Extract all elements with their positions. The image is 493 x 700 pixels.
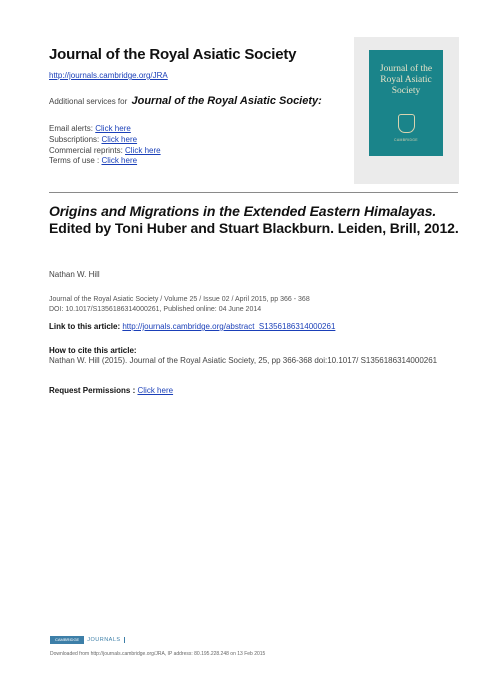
terms-of-use-link[interactable]: Click here [101,156,138,165]
service-label: Subscriptions: [49,135,100,144]
article-url-link[interactable]: http://journals.cambridge.org/abstract_S1356186314000261 [122,322,336,331]
service-label: Terms of use : [49,156,100,165]
service-subscriptions [49,135,137,144]
cover-title-line: Society [391,86,421,96]
article-author: Nathan W. Hill [49,270,100,279]
request-permissions-label: Request Permissions : [49,386,136,395]
how-to-cite-label: How to cite this article: [49,346,137,355]
link-to-article [49,322,335,331]
logo-journals: JOURNALS [87,637,124,643]
seal-icon [398,114,415,133]
article-title-book: Origins and Migrations in the Extended Eastern Himalayas. [49,203,437,219]
journal-url-link[interactable]: http://journals.cambridge.org/JRA [49,71,168,80]
additional-services [49,95,322,107]
journal-cover-image [369,50,443,156]
article-title [49,203,461,237]
cover-title-line: Royal Asiatic [380,75,432,85]
service-label: Email alerts: [49,124,94,133]
service-email-alerts [49,124,131,133]
request-permissions [49,386,173,395]
article-title-editors: Edited by Toni Huber and Stuart Blackburn. Leiden, Brill, 2012. [49,220,459,236]
cover-title [369,64,443,97]
cambridge-journals-logo [50,636,125,644]
logo-cambridge: CAMBRIDGE [50,636,84,644]
additional-services-journal: Journal of the Royal Asiatic Society: [131,95,322,107]
additional-services-label: Additional services for [49,97,128,106]
citation-info [49,295,310,315]
download-notice: Downloaded from http://journals.cambridge.org/JRA, IP address: 80.195.228.248 on 13 Feb 2015 [50,651,266,657]
how-to-cite-text: Nathan W. Hill (2015). Journal of the Royal Asiatic Society, 25, pp 366-368 doi:10.1017/ S1356186314000261 [49,356,438,365]
link-to-article-label: Link to this article: [49,322,121,331]
citation-line: Journal of the Royal Asiatic Society / Volume 25 / Issue 02 / April 2015, pp 366 - 368 [49,296,310,303]
divider [49,192,458,193]
service-terms-of-use [49,156,137,165]
cover-publisher: CAMBRIDGE [394,138,418,142]
commercial-reprints-link[interactable]: Click here [125,146,161,155]
request-permissions-link[interactable]: Click here [137,386,174,395]
service-commercial-reprints [49,146,161,155]
email-alerts-link[interactable]: Click here [95,124,131,133]
journal-title: Journal of the Royal Asiatic Society [49,46,297,63]
service-label: Commercial reprints: [49,146,123,155]
subscriptions-link[interactable]: Click here [101,135,138,144]
citation-doi: DOI: 10.1017/S1356186314000261, Published online: 04 June 2014 [49,306,262,313]
cover-title-line: Journal of the [379,64,433,74]
